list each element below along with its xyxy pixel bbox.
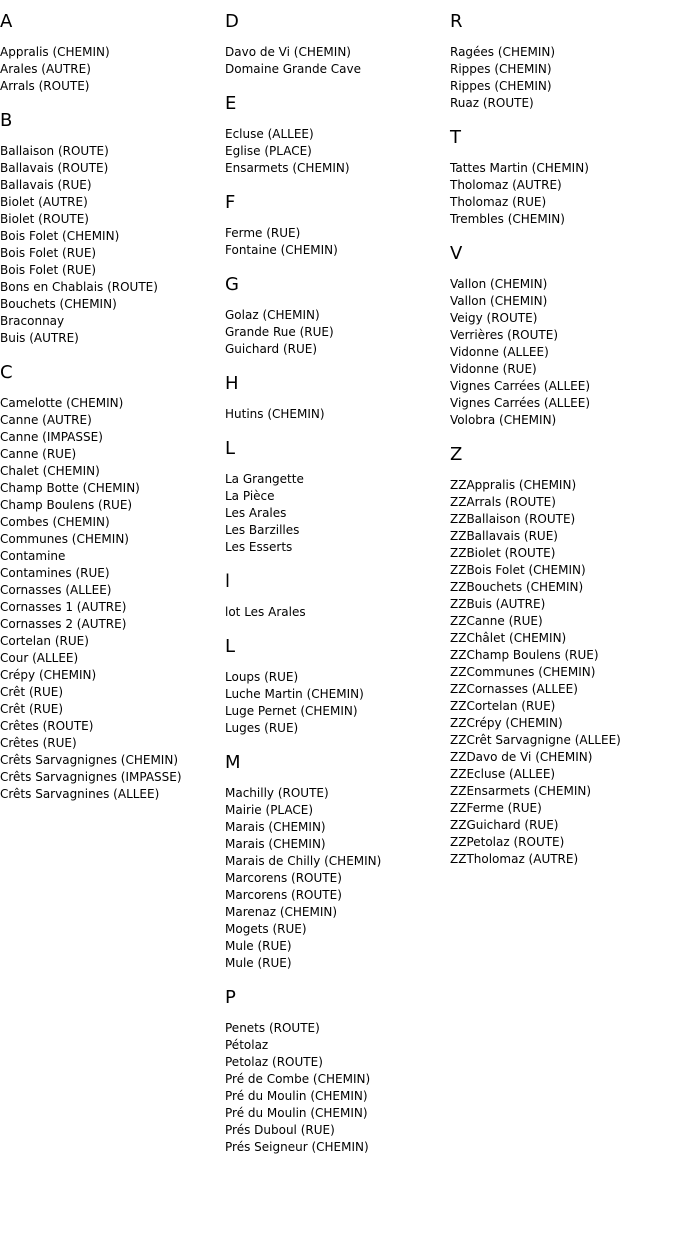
street-name: ZZCrêt Sarvagnigne (ALLEE) (450, 733, 621, 747)
street-name: Trembles (CHEMIN) (450, 212, 565, 226)
street-name: Prés Seigneur (CHEMIN) (225, 1140, 369, 1154)
street-name: ZZEcluse (ALLEE) (450, 767, 556, 781)
street-name: ZZCrépy (CHEMIN) (450, 716, 563, 730)
street-name: ZZCommunes (CHEMIN) (450, 665, 596, 679)
letter-heading: G (225, 274, 239, 295)
street-name: Appralis (CHEMIN) (0, 45, 110, 59)
street-list (225, 406, 450, 423)
street-name: Marais (CHEMIN) (225, 837, 326, 851)
street-name: Communes (CHEMIN) (0, 532, 129, 546)
letter-section (225, 438, 450, 556)
letter-section (450, 444, 675, 868)
street-name: Bois Folet (RUE) (0, 246, 97, 260)
street-name: Champ Botte (CHEMIN) (0, 481, 140, 495)
street-name: Canne (RUE) (0, 447, 77, 461)
street-name: Ragées (CHEMIN) (450, 45, 556, 59)
street-name: Domaine Grande Cave (225, 62, 361, 76)
street-name: Tholomaz (AUTRE) (450, 178, 562, 192)
letter-heading: A (0, 11, 13, 32)
street-name: Mairie (PLACE) (225, 803, 314, 817)
street-name: Golaz (CHEMIN) (225, 308, 320, 322)
street-name: ZZAppralis (CHEMIN) (450, 478, 577, 492)
street-name: ZZBois Folet (CHEMIN) (450, 563, 586, 577)
street-name: ZZDavo de Vi (CHEMIN) (450, 750, 593, 764)
street-name: Ruaz (ROUTE) (450, 96, 534, 110)
street-name: ZZEnsarmets (CHEMIN) (450, 784, 592, 798)
street-list (225, 669, 450, 737)
street-name: Marcorens (ROUTE) (225, 888, 342, 902)
letter-heading: P (225, 987, 236, 1008)
street-name: ZZChâlet (CHEMIN) (450, 631, 567, 645)
letter-section (225, 192, 450, 259)
street-name: ZZTholomaz (AUTRE) (450, 852, 579, 866)
letter-heading: B (0, 110, 13, 131)
street-name: Vallon (CHEMIN) (450, 277, 548, 291)
street-name: Crêtes (ROUTE) (0, 719, 94, 733)
street-name: Camelotte (CHEMIN) (0, 396, 124, 410)
letter-section (225, 636, 450, 737)
street-name: Mule (RUE) (225, 939, 292, 953)
street-name: Braconnay (0, 314, 65, 328)
street-name: Les Esserts (225, 540, 293, 554)
street-list (225, 225, 450, 259)
street-name: Crêtes (RUE) (0, 736, 77, 750)
letter-heading: T (450, 127, 461, 148)
street-list (450, 44, 675, 112)
street-name: ZZBiolet (ROUTE) (450, 546, 556, 560)
street-name: Pré du Moulin (CHEMIN) (225, 1106, 368, 1120)
street-list (225, 44, 450, 78)
street-name: Mogets (RUE) (225, 922, 307, 936)
street-name: Pétolaz (225, 1038, 269, 1052)
street-name: ZZArrals (ROUTE) (450, 495, 556, 509)
letter-section (0, 110, 225, 347)
street-name: Fontaine (CHEMIN) (225, 243, 338, 257)
street-name: Luges (RUE) (225, 721, 299, 735)
street-name: Cornasses 1 (AUTRE) (0, 600, 127, 614)
letter-section (450, 127, 675, 228)
letter-heading: L (225, 438, 236, 459)
street-name: Marcorens (ROUTE) (225, 871, 342, 885)
street-name: La Pièce (225, 489, 275, 503)
street-name: Verrières (ROUTE) (450, 328, 558, 342)
letter-section (225, 752, 450, 972)
street-name: Ballavais (RUE) (0, 178, 92, 192)
street-name: ZZBallavais (RUE) (450, 529, 558, 543)
street-name: Canne (AUTRE) (0, 413, 92, 427)
street-name: Davo de Vi (CHEMIN) (225, 45, 351, 59)
street-name: Veigy (ROUTE) (450, 311, 538, 325)
street-name: ZZPetolaz (ROUTE) (450, 835, 565, 849)
street-name: Ballavais (ROUTE) (0, 161, 109, 175)
street-name: Crêts Sarvagnignes (CHEMIN) (0, 753, 179, 767)
street-name: Contamines (RUE) (0, 566, 110, 580)
letter-heading: H (225, 373, 239, 394)
street-list (225, 785, 450, 972)
street-name: ZZCanne (RUE) (450, 614, 543, 628)
street-name: La Grangette (225, 472, 304, 486)
street-list (0, 143, 225, 347)
street-name: Champ Boulens (RUE) (0, 498, 133, 512)
street-name: Marais de Chilly (CHEMIN) (225, 854, 382, 868)
letter-section (450, 243, 675, 429)
street-list (450, 276, 675, 429)
index-column-2 (225, 0, 450, 1171)
letter-heading: l (225, 571, 231, 592)
street-name: Bons en Chablais (ROUTE) (0, 280, 158, 294)
letter-heading: R (450, 11, 463, 32)
letter-section (225, 373, 450, 423)
street-name: Arales (AUTRE) (0, 62, 91, 76)
street-list (450, 477, 675, 868)
street-name: Volobra (CHEMIN) (450, 413, 557, 427)
street-name: Cour (ALLEE) (0, 651, 79, 665)
letter-section (225, 274, 450, 358)
street-name: Luche Martin (CHEMIN) (225, 687, 364, 701)
street-name: Pré du Moulin (CHEMIN) (225, 1089, 368, 1103)
street-name: Canne (IMPASSE) (0, 430, 103, 444)
street-name: Vidonne (RUE) (450, 362, 537, 376)
street-name: Marenaz (CHEMIN) (225, 905, 338, 919)
street-name: Vignes Carrées (ALLEE) (450, 396, 591, 410)
street-list (225, 471, 450, 556)
letter-section (0, 362, 225, 803)
street-name: Tholomaz (RUE) (450, 195, 547, 209)
street-name: Mule (RUE) (225, 956, 292, 970)
street-name: Combes (CHEMIN) (0, 515, 110, 529)
index-column-1 (0, 0, 225, 818)
street-name: Petolaz (ROUTE) (225, 1055, 323, 1069)
street-list (0, 395, 225, 803)
street-name: Vidonne (ALLEE) (450, 345, 549, 359)
letter-section (225, 571, 450, 621)
street-name: Guichard (RUE) (225, 342, 318, 356)
street-name: Crêts Sarvagnignes (IMPASSE) (0, 770, 182, 784)
street-name: ZZCornasses (ALLEE) (450, 682, 578, 696)
street-name: Chalet (CHEMIN) (0, 464, 100, 478)
letter-section (450, 11, 675, 112)
street-name: Arrals (ROUTE) (0, 79, 90, 93)
letter-heading: M (225, 752, 241, 773)
letter-heading: E (225, 93, 237, 114)
street-name: Crépy (CHEMIN) (0, 668, 97, 682)
letter-heading: Z (450, 444, 463, 465)
street-name: Vallon (CHEMIN) (450, 294, 548, 308)
street-name: Marais (CHEMIN) (225, 820, 326, 834)
street-name: Ecluse (ALLEE) (225, 127, 314, 141)
street-name: Crêts Sarvagnines (ALLEE) (0, 787, 160, 801)
street-list (225, 1020, 450, 1156)
street-name: Prés Duboul (RUE) (225, 1123, 335, 1137)
letter-section (0, 11, 225, 95)
street-list (225, 604, 450, 621)
letter-heading: L (225, 636, 236, 657)
street-name: Biolet (AUTRE) (0, 195, 88, 209)
street-name: Loups (RUE) (225, 670, 299, 684)
letter-heading: F (225, 192, 236, 213)
street-name: ZZCortelan (RUE) (450, 699, 556, 713)
index-column-3 (450, 0, 675, 883)
street-name: ZZBallaison (ROUTE) (450, 512, 576, 526)
street-name: Machilly (ROUTE) (225, 786, 329, 800)
street-name: Pré de Combe (CHEMIN) (225, 1072, 371, 1086)
street-name: ZZGuichard (RUE) (450, 818, 559, 832)
street-name: Eglise (PLACE) (225, 144, 312, 158)
street-name: Bois Folet (CHEMIN) (0, 229, 120, 243)
street-name: Ballaison (ROUTE) (0, 144, 109, 158)
street-name: lot Les Arales (225, 605, 306, 619)
street-name: Grande Rue (RUE) (225, 325, 334, 339)
street-name: Biolet (ROUTE) (0, 212, 89, 226)
street-name: ZZBuis (AUTRE) (450, 597, 546, 611)
street-name: Penets (ROUTE) (225, 1021, 320, 1035)
street-list (225, 307, 450, 358)
street-name: Luge Pernet (CHEMIN) (225, 704, 358, 718)
street-list (225, 126, 450, 177)
street-name: Ensarmets (CHEMIN) (225, 161, 350, 175)
street-list (450, 160, 675, 228)
street-name: Cortelan (RUE) (0, 634, 89, 648)
letter-heading: V (450, 243, 463, 264)
street-name: Buis (AUTRE) (0, 331, 79, 345)
street-name: ZZBouchets (CHEMIN) (450, 580, 584, 594)
street-name: Bois Folet (RUE) (0, 263, 97, 277)
letter-section (225, 987, 450, 1156)
street-name: Cornasses 2 (AUTRE) (0, 617, 127, 631)
street-list (0, 44, 225, 95)
street-name: Contamine (0, 549, 66, 563)
street-name: Crêt (RUE) (0, 702, 64, 716)
street-name: Rippes (CHEMIN) (450, 79, 552, 93)
street-name: Les Barzilles (225, 523, 300, 537)
street-name: Les Arales (225, 506, 287, 520)
street-name: Rippes (CHEMIN) (450, 62, 552, 76)
letter-heading: D (225, 11, 239, 32)
street-name: Hutins (CHEMIN) (225, 407, 325, 421)
street-name: Crêt (RUE) (0, 685, 64, 699)
street-name: ZZFerme (RUE) (450, 801, 542, 815)
street-name: Bouchets (CHEMIN) (0, 297, 117, 311)
letter-section (225, 93, 450, 177)
letter-section (225, 11, 450, 78)
letter-heading: C (0, 362, 13, 383)
street-name: ZZChamp Boulens (RUE) (450, 648, 599, 662)
street-name: Tattes Martin (CHEMIN) (450, 161, 589, 175)
street-name: Vignes Carrées (ALLEE) (450, 379, 591, 393)
street-name: Ferme (RUE) (225, 226, 301, 240)
street-name: Cornasses (ALLEE) (0, 583, 112, 597)
